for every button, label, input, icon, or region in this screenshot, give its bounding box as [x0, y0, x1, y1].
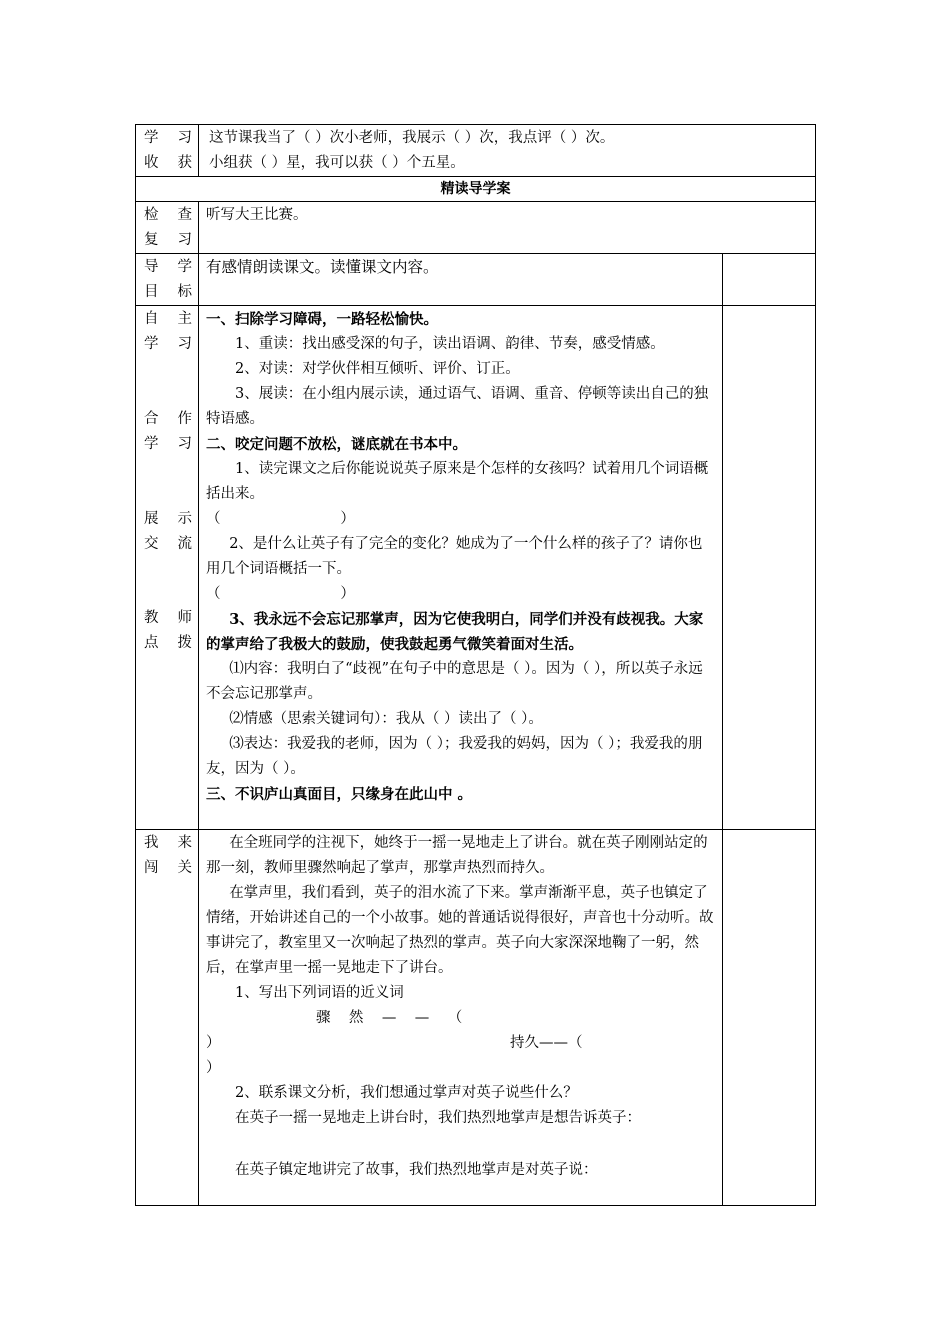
summary-row [136, 125, 816, 177]
study-label: 自 主 学 习 合 作 学 习 展 示 交 流 教 师 点 拨 [136, 306, 199, 830]
goals-label: 导 学 目 标 [136, 254, 199, 306]
challenge-content: 在全班同学的注视下，她终于一摇一晃地走上了讲台。就在英子刚刚站定的那一刻，教师里骤然响起了掌声，那掌声热烈而持久。 在掌声里，我们看到，英子的泪水流了下来。掌声渐渐平息，英子也镇定了情绪，开始讲述自己的一个小故事。她的普通话说得很好，声音也十分动听。故事讲完了，教室里又一次响起了热烈的掌声。英子向大家深深地鞠了一躬，然后，在掌声里一摇一晃地走下了讲台。 1、写出下列词语的近义词 骤 然 — — （ ） 持久——（ ） 2、联系课文分析，我们想通过掌声对英子说些什么？ 在英子一摇一晃地走上讲台时，我们热烈地掌声是想告诉英子： 在英子镇定地讲完了故事，我们热烈地掌声是对英子说： [199, 830, 723, 1206]
reading-passage: 在全班同学的注视下，她终于一摇一晃地走上了讲台。就在英子刚刚站定的那一刻，教师里骤然响起了掌声，那掌声热烈而持久。 [206, 835, 708, 876]
lesson-plan-document [135, 124, 815, 1206]
study-row [136, 306, 816, 830]
goals-content: 有感情朗读课文。读懂课文内容。 [199, 254, 723, 306]
summary-line: 这节课我当了（ ）次小老师，我展示（ ）次，我点评（ ）次。 [209, 130, 615, 146]
answer-blank: （ ） [206, 586, 355, 602]
notes-cell [723, 306, 816, 830]
challenge-row [136, 830, 816, 1206]
section-heading-2: 二、咬定问题不放松，谜底就在书本中。 [206, 436, 467, 453]
notes-cell [723, 830, 816, 1206]
section-header-row [136, 177, 816, 202]
study-content: 一、扫除学习障碍，一路轻松愉快。 1、重读：找出感受深的句子，读出语调、韵律、节奏，感受情感。 2、对读：对学伙伴相互倾听、评价、订正。 3、展读：在小组内展示读，通过语气、语调、重音、停顿等读出自己的独特语感。 二、咬定问题不放松，谜底就在书本中。 1、读完课文之后你能说说英子原来是个怎样的女孩吗？试着用几个词语概括出来。 （ ） 2、是什么让英子有了完全的变化？她成为了一个什么样的孩子了？请你也用几个词语概括一下。 （ ） 3、我永远不会忘记那掌声，因为它使我明白，同学们并没有歧视我。大家的掌声给了我极大的鼓励，使我鼓起勇气微笑着面对生活。 ⑴内容：我明白了“歧视”在句子中的意思是（ ）。因为（ ），所以英子永远不会忘记那掌声。 ⑵情感（思索关键词句）：我从（ ）读出了（ ）。 ⑶表达：我爱我的老师，因为（ ）；我爱我的妈妈，因为（ ）；我爱我的朋友，因为（ ）。 三、不识庐山真面目，只缘身在此山中 。 [199, 306, 723, 830]
review-row [136, 202, 816, 254]
goals-row [136, 254, 816, 306]
summary-label: 学 习 收 获 [136, 125, 199, 177]
review-label: 检 查 复 习 [136, 202, 199, 254]
section-heading-1: 一、扫除学习障碍，一路轻松愉快。 [206, 311, 438, 328]
summary-content [199, 125, 816, 177]
reading-passage: 在掌声里，我们看到，英子的泪水流了下来。掌声渐渐平息，英子也镇定了情绪，开始讲述自己的一个小故事。她的普通话说得很好，声音也十分动听。故事讲完了，教室里又一次响起了热烈的掌声。英子向大家深深地鞠了一躬，然后，在掌声里一摇一晃地走下了讲台。 [206, 885, 714, 976]
section-heading-3: 三、不识庐山真面目，只缘身在此山中 。 [206, 786, 473, 803]
answer-blank: （ ） [206, 511, 355, 527]
summary-line: 小组获（ ）星，我可以获（ ）个五星。 [209, 155, 465, 171]
lesson-table [135, 124, 816, 1206]
review-content: 听写大王比赛。 [199, 202, 816, 254]
section-title: 精读导学案 [136, 177, 816, 202]
challenge-label: 我 来 闯 关 [136, 830, 199, 1206]
quoted-sentence: 3、我永远不会忘记那掌声，因为它使我明白，同学们并没有歧视我。大家的掌声给了我极大的鼓励，使我鼓起勇气微笑着面对生活。 [206, 611, 704, 653]
notes-cell [723, 254, 816, 306]
